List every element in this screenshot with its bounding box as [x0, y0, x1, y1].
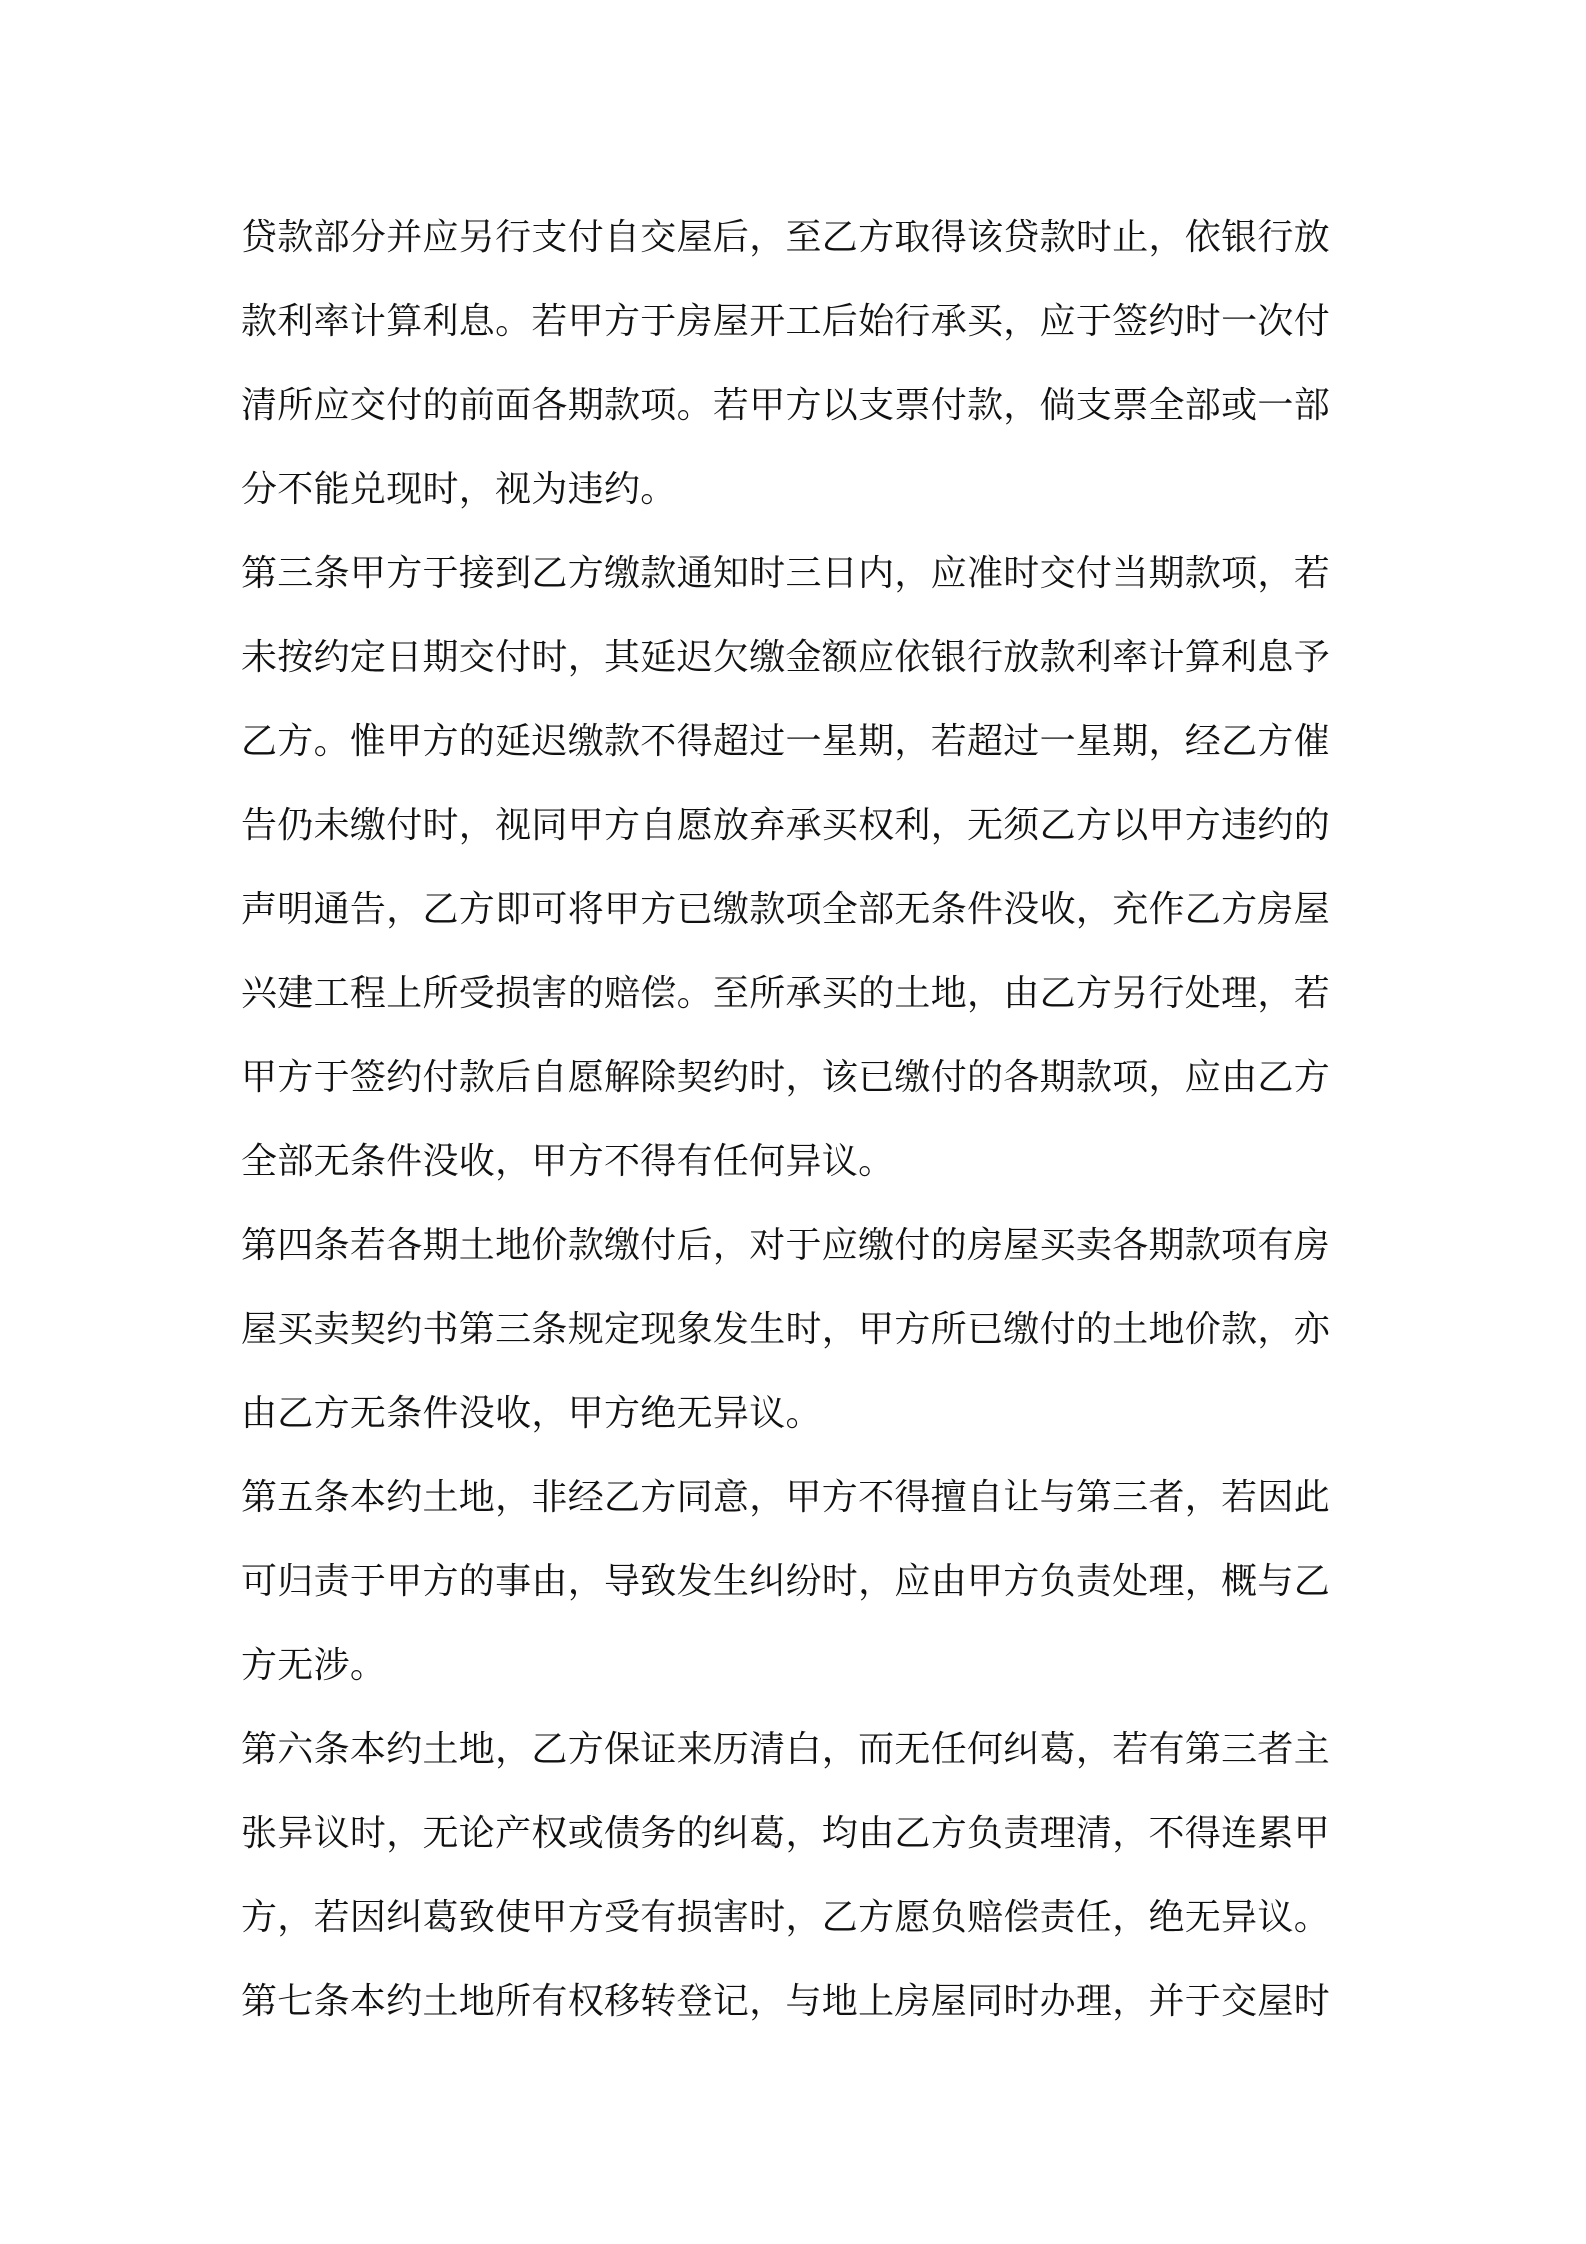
text-line: 告仍未缴付时，视同甲方自愿放弃承买权利，无须乙方以甲方违约的	[241, 805, 1331, 846]
text-line: 乙方。惟甲方的延迟缴款不得超过一星期，若超过一星期，经乙方催	[241, 721, 1331, 762]
text-line: 方无涉。	[241, 1645, 387, 1686]
text-line: 张异议时，无论产权或债务的纠葛，均由乙方负责理清，不得连累甲	[241, 1813, 1331, 1854]
text-line: 未按约定日期交付时，其延迟欠缴金额应依银行放款利率计算利息予	[241, 637, 1331, 678]
text-line: 贷款部分并应另行支付自交屋后，至乙方取得该贷款时止，依银行放	[241, 217, 1331, 258]
article-6-line: 第六条本约土地，乙方保证来历清白，而无任何纠葛，若有第三者主	[241, 1729, 1331, 1770]
text-line: 甲方于签约付款后自愿解除契约时，该已缴付的各期款项，应由乙方	[241, 1057, 1331, 1098]
article-5-line: 第五条本约土地，非经乙方同意，甲方不得擅自让与第三者，若因此	[241, 1477, 1331, 1518]
article-7-line: 第七条本约土地所有权移转登记，与地上房屋同时办理，并于交屋时	[241, 1981, 1331, 2022]
text-line: 款利率计算利息。若甲方于房屋开工后始行承买，应于签约时一次付	[241, 301, 1331, 342]
text-line: 由乙方无条件没收，甲方绝无异议。	[241, 1393, 822, 1434]
text-line: 方，若因纠葛致使甲方受有损害时，乙方愿负赔偿责任，绝无异议。	[241, 1897, 1331, 1938]
text-line: 全部无条件没收，甲方不得有任何异议。	[241, 1141, 895, 1182]
article-4-line: 第四条若各期土地价款缴付后，对于应缴付的房屋买卖各期款项有房	[241, 1225, 1331, 1266]
text-line: 可归责于甲方的事由，导致发生纠纷时，应由甲方负责处理，概与乙	[241, 1561, 1331, 1602]
text-line: 分不能兑现时，视为违约。	[241, 469, 677, 510]
text-line: 兴建工程上所受损害的赔偿。至所承买的土地，由乙方另行处理，若	[241, 973, 1331, 1014]
text-line: 声明通告，乙方即可将甲方已缴款项全部无条件没收，充作乙方房屋	[241, 889, 1331, 930]
article-3-line: 第三条甲方于接到乙方缴款通知时三日内，应准时交付当期款项，若	[241, 553, 1331, 594]
contract-text-body	[241, 196, 1361, 2044]
text-line: 清所应交付的前面各期款项。若甲方以支票付款，倘支票全部或一部	[241, 385, 1331, 426]
text-line: 屋买卖契约书第三条规定现象发生时，甲方所已缴付的土地价款，亦	[241, 1309, 1331, 1350]
